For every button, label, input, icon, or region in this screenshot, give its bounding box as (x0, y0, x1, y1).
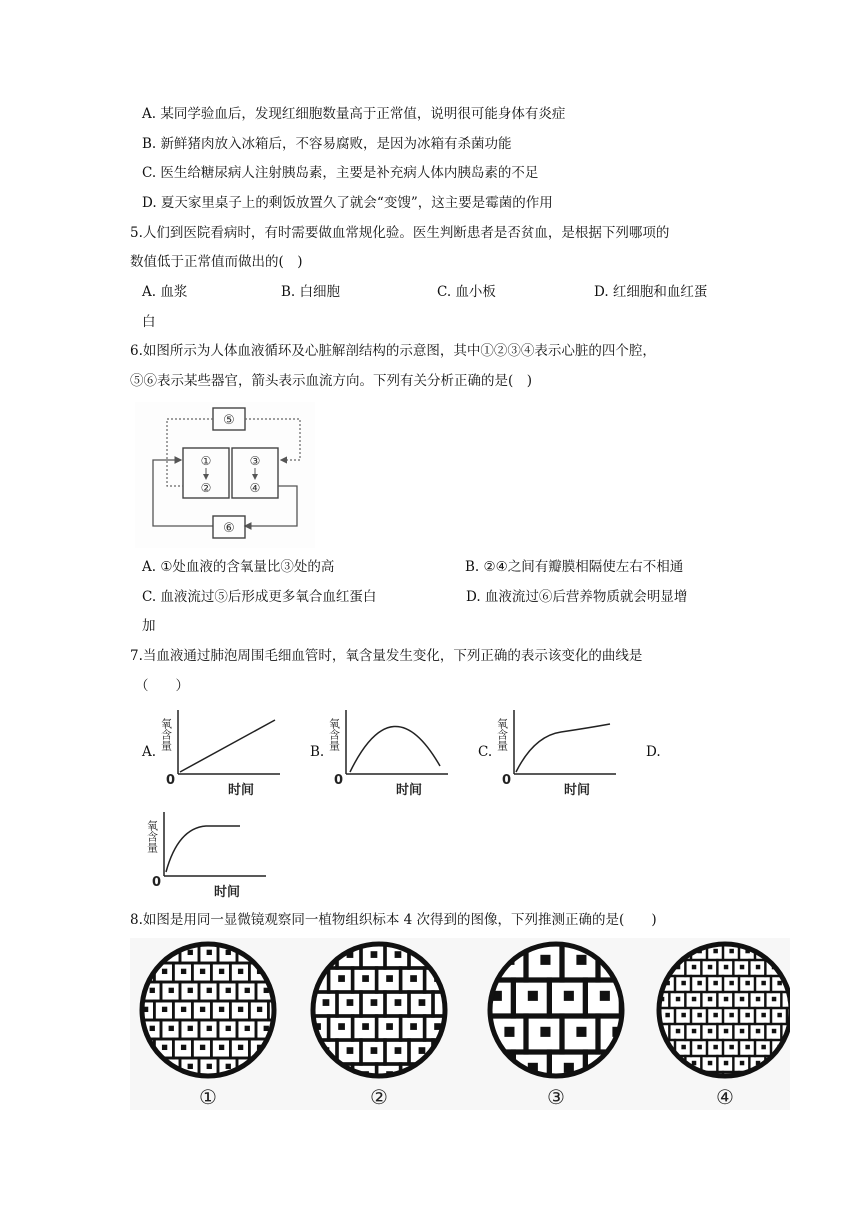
cell-nucleus (713, 1013, 717, 1017)
label-chamber-3: ③ (249, 454, 261, 468)
cell-nucleus (729, 1013, 733, 1017)
cell-nucleus (676, 1029, 680, 1033)
graph-c-origin: 0 (502, 773, 512, 788)
cell-nucleus (665, 1013, 669, 1017)
view-label-2: ② (370, 1085, 388, 1109)
cell-nucleus (188, 950, 193, 955)
cell-nucleus (238, 1045, 243, 1050)
q6-stem-line1: 6.如图所示为人体血液循环及心脏解剖结构的示意图，其中①②③④表示心脏的四个腔， (130, 343, 656, 359)
cell-nucleus (740, 965, 744, 969)
q6-option-a[interactable]: A. ①处血液的含氧量比③处的高 (142, 559, 335, 575)
cell-nucleus (181, 969, 186, 974)
cell-nucleus (207, 988, 212, 993)
cell-nucleus (600, 991, 610, 1001)
cell-nucleus (238, 969, 243, 974)
cell-nucleus (150, 1026, 155, 1031)
cell-nucleus (207, 1026, 212, 1031)
cell-nucleus (386, 1023, 393, 1030)
graph-b-xlabel: 时间 (396, 783, 423, 798)
q6-stem-line2: ⑤⑥表示某些器官，箭头表示血流方向。下列有关分析正确的是( ) (130, 373, 533, 389)
q5-option-d[interactable]: D. 红细胞和血红蛋 (594, 284, 708, 300)
cell-nucleus (410, 1023, 417, 1030)
view-label-3: ③ (547, 1085, 565, 1109)
cell-nucleus (724, 965, 728, 969)
cell-nucleus (323, 999, 330, 1006)
cell-nucleus (761, 1045, 765, 1049)
cell-nucleus (713, 981, 717, 985)
cell-nucleus (504, 1027, 514, 1037)
q4-option-d[interactable]: D. 夏天家里桌子上的剩饭放置久了就会“变馊”，这主要是霉菌的作用 (142, 195, 553, 211)
q5-stem-line1: 5.人们到医院看病时，有时需要做血常规化验。医生判断患者是否贫血，是根据下列哪项的 (130, 225, 670, 241)
cell-nucleus (756, 965, 760, 969)
cell-nucleus (697, 1045, 701, 1049)
cell-nucleus (200, 1007, 205, 1012)
q7-stem-line2: （ ） (135, 678, 189, 694)
cell-nucleus (692, 1029, 696, 1033)
label-organ-5: ⑤ (223, 413, 235, 428)
cell-nucleus (576, 1027, 586, 1037)
cell-nucleus (226, 950, 231, 955)
cell-nucleus (772, 997, 776, 1001)
cell-nucleus (713, 1045, 717, 1049)
microscope-views (130, 938, 790, 1110)
q8-stem: 8.如图是用同一显微镜观察同一植物组织标本 4 次得到的图像，下列推测正确的是( ) (130, 912, 657, 928)
cell-nucleus (169, 988, 174, 993)
cell-nucleus (395, 951, 402, 958)
cell-nucleus (540, 955, 550, 965)
cell-nucleus (188, 988, 193, 993)
cell-nucleus (200, 969, 205, 974)
cell-nucleus (219, 969, 224, 974)
cell-nucleus (181, 1045, 186, 1050)
cell-nucleus (245, 1026, 250, 1031)
q6-option-d-wrap: 加 (142, 618, 156, 634)
cell-nucleus (219, 1045, 224, 1050)
q5-option-d-wrap: 白 (142, 314, 156, 330)
curve-b (350, 726, 440, 772)
cell-nucleus (371, 999, 378, 1006)
cell-nucleus (756, 997, 760, 1001)
cell-nucleus (188, 1064, 193, 1069)
q6-option-d[interactable]: D. 血液流过⑥后营养物质就会明显增 (466, 589, 688, 605)
cell-nucleus (772, 1029, 776, 1033)
graph-a-xlabel: 时间 (228, 783, 255, 798)
graph-b (318, 704, 458, 800)
cell-nucleus (162, 1045, 167, 1050)
cell-nucleus (713, 949, 717, 953)
cell-nucleus (708, 997, 712, 1001)
q4-option-c[interactable]: C. 医生给糖尿病人注射胰岛素，主要是补充病人体内胰岛素的不足 (142, 165, 539, 181)
cell-nucleus (338, 1023, 345, 1030)
cell-nucleus (386, 975, 393, 982)
cell-nucleus (740, 1029, 744, 1033)
graph-d-xlabel: 时间 (214, 885, 241, 900)
view-label-1: ① (199, 1085, 217, 1109)
cell-nucleus (724, 1061, 728, 1065)
label-organ-6: ⑥ (223, 521, 235, 536)
cell-nucleus (528, 991, 538, 1001)
cell-nucleus (724, 1029, 728, 1033)
cell-nucleus (257, 1007, 262, 1012)
cell-nucleus (371, 951, 378, 958)
cell-nucleus (238, 1007, 243, 1012)
cell-nucleus (761, 981, 765, 985)
cell-nucleus (200, 1045, 205, 1050)
graph-c-xlabel: 时间 (564, 783, 591, 798)
cell-nucleus (777, 1013, 781, 1017)
q5-option-c[interactable]: C. 血小板 (437, 284, 496, 300)
cell-nucleus (219, 1007, 224, 1012)
label-chamber-4: ④ (249, 481, 261, 495)
cell-nucleus (395, 1047, 402, 1054)
cell-nucleus (740, 997, 744, 1001)
cell-nucleus (419, 999, 426, 1006)
cell-nucleus (362, 975, 369, 982)
cell-nucleus (708, 1029, 712, 1033)
graph-a (150, 704, 290, 800)
circulation-diagram (135, 402, 315, 548)
cell-nucleus (169, 1026, 174, 1031)
cell-nucleus (681, 981, 685, 985)
cell-nucleus (724, 997, 728, 1001)
cell-nucleus (347, 999, 354, 1006)
cell-nucleus (681, 1045, 685, 1049)
curve-d (166, 826, 240, 872)
cell-nucleus (540, 1027, 550, 1037)
cell-nucleus (745, 981, 749, 985)
cell-nucleus (708, 965, 712, 969)
cell-nucleus (371, 1047, 378, 1054)
label-chamber-2: ② (200, 481, 212, 495)
q5-option-b[interactable]: B. 白细胞 (281, 284, 341, 300)
graph-b-origin: 0 (334, 773, 344, 788)
cell-nucleus (692, 965, 696, 969)
cell-nucleus (188, 1026, 193, 1031)
graph-a-origin: 0 (166, 773, 176, 788)
cell-nucleus (697, 1013, 701, 1017)
cell-nucleus (226, 988, 231, 993)
cell-nucleus (564, 991, 574, 1001)
q7-option-d-label[interactable]: D. (646, 744, 661, 760)
cell-nucleus (419, 1047, 426, 1054)
q5-stem-line2: 数值低于正常值而做出的( ) (130, 254, 303, 270)
q7-option-a-label[interactable]: A. (142, 744, 157, 760)
cell-nucleus (362, 1023, 369, 1030)
cell-nucleus (181, 1007, 186, 1012)
q7-option-b-label[interactable]: B. (310, 744, 325, 760)
cell-nucleus (745, 1013, 749, 1017)
q5-option-a[interactable]: A. 血浆 (142, 284, 188, 300)
q6-option-c[interactable]: C. 血液流过⑤后形成更多氧合血红蛋白 (142, 589, 377, 605)
cell-nucleus (338, 975, 345, 982)
cell-nucleus (708, 1061, 712, 1065)
cell-nucleus (740, 1061, 744, 1065)
q4-option-b[interactable]: B. 新鲜猪肉放入冰箱后，不容易腐败，是因为冰箱有杀菌功能 (142, 136, 512, 152)
label-chamber-1: ① (200, 454, 212, 468)
cell-nucleus (756, 1029, 760, 1033)
q4-option-a[interactable]: A. 某同学验血后，发现红细胞数量高于正常值，说明很可能身体有炎症 (142, 106, 566, 122)
cell-nucleus (226, 1026, 231, 1031)
cell-nucleus (729, 1045, 733, 1049)
q6-option-b[interactable]: B. ②④之间有瓣膜相隔使左右不相通 (465, 559, 684, 575)
graph-a-ylabel: 氧含量 (159, 718, 173, 751)
cell-nucleus (162, 1007, 167, 1012)
cell-nucleus (729, 949, 733, 953)
cell-nucleus (745, 1045, 749, 1049)
cell-nucleus (395, 999, 402, 1006)
graph-c (486, 704, 626, 800)
graph-b-ylabel: 氧含量 (327, 718, 341, 751)
graph-c-ylabel: 氧含量 (495, 718, 509, 751)
cell-nucleus (245, 988, 250, 993)
cell-nucleus (697, 981, 701, 985)
q7-option-c-label[interactable]: C. (478, 744, 493, 760)
cell-nucleus (264, 1026, 269, 1031)
cell-nucleus (576, 955, 586, 965)
cell-nucleus (207, 1064, 212, 1069)
cell-nucleus (162, 969, 167, 974)
graph-d-ylabel: 氧含量 (145, 820, 159, 853)
curve-a (180, 720, 275, 772)
cell-nucleus (777, 981, 781, 985)
cell-nucleus (207, 950, 212, 955)
cell-nucleus (226, 1064, 231, 1069)
cell-nucleus (410, 975, 417, 982)
cell-nucleus (692, 997, 696, 1001)
cell-nucleus (681, 1013, 685, 1017)
view-label-4: ④ (716, 1085, 734, 1109)
cell-nucleus (676, 997, 680, 1001)
cell-nucleus (150, 988, 155, 993)
graph-d (136, 806, 276, 902)
q7-stem-line1: 7.当血液通过肺泡周围毛细血管时，氧含量发生变化，下列正确的表示该变化的曲线是 (130, 648, 643, 664)
cell-nucleus (761, 1013, 765, 1017)
cell-nucleus (347, 1047, 354, 1054)
curve-c (516, 724, 610, 772)
graph-d-origin: 0 (152, 875, 162, 890)
cell-nucleus (729, 981, 733, 985)
